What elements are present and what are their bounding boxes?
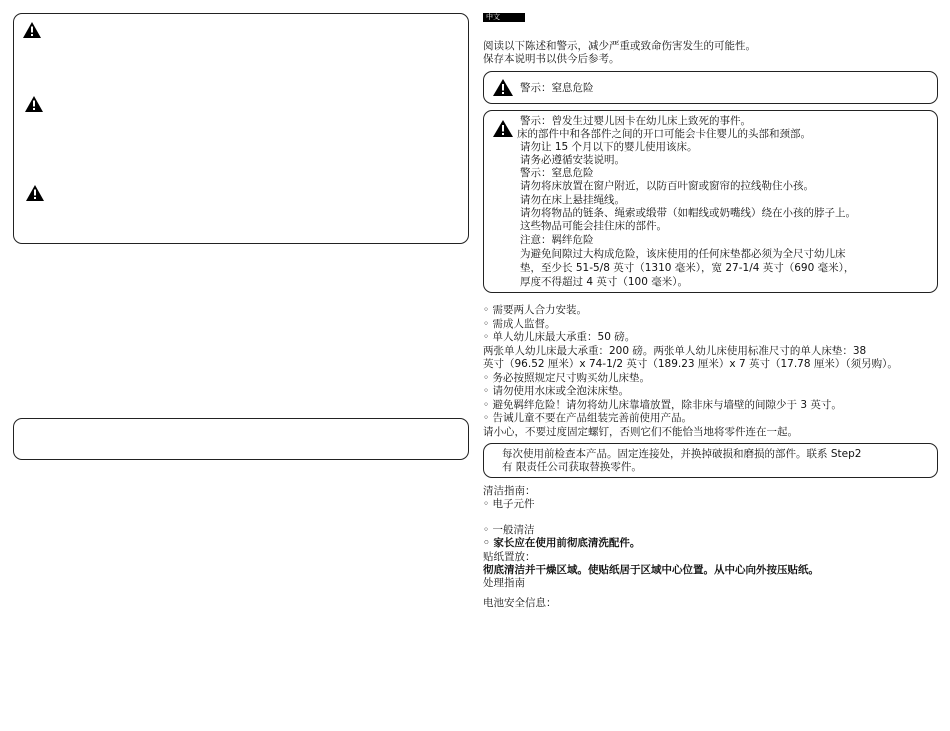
warning-line: 这些物品可能会挂住床的部件。 [520, 220, 667, 232]
inspection-line-2: 有 限责任公司获取替换零件。 [502, 461, 642, 473]
warning-triangle-icon [493, 120, 511, 136]
warning-line: 床的部件中和各部件之间的开口可能会卡住婴儿的头部和颈部。 [517, 128, 811, 140]
battery-safety-title: 电池安全信息： [483, 597, 557, 609]
inspection-line-1: 每次使用前检查本产品。固定连接处，并换掉破损和磨损的部件。联系 Step2 [502, 448, 862, 460]
note-line: ◦ 告诫儿童不要在产品组装完善前使用产品。 [483, 412, 693, 424]
cleaning-parents: ◦ 家长应在使用前彻底清洗配件。 [483, 537, 641, 549]
note-line: ◦ 避免羁绊危险！请勿将幼儿床靠墙放置，除非床与墙壁的间隙少于 3 英寸。 [483, 399, 842, 411]
note-line: 请小心，不要过度固定螺钉，否则它们不能恰当地将零件连在一起。 [483, 426, 798, 438]
note-line: ◦ 请勿使用水床或全泡沫床垫。 [483, 385, 630, 397]
warning-line: 为避免间隙过大构成危险，该床使用的任何床垫都必须为全尺寸幼儿床 [520, 248, 846, 260]
left-inspection-frame [13, 418, 469, 460]
warning-line: 请务必遵循安装说明。 [520, 154, 625, 166]
left-warning-frame [13, 13, 469, 244]
warning-line: 注意：羁绊危险 [520, 234, 594, 246]
note-line: ◦ 单人幼儿床最大承重：50 磅。 [483, 331, 636, 343]
disposal-title: 处理指南 [483, 577, 525, 589]
warning-triangle-icon [493, 79, 511, 95]
note-line: ◦ 需成人监督。 [483, 318, 556, 330]
warning-line: 请勿将床放置在窗户附近，以防百叶窗或窗帘的拉线勒住小孩。 [520, 180, 814, 192]
warning-line: 警示：曾发生过婴儿因卡在幼儿床上致死的事件。 [520, 115, 751, 127]
warning-line: 请勿让 15 个月以下的婴儿使用该床。 [520, 141, 698, 153]
suffocation-warning-box [483, 71, 938, 104]
warning-line: 请勿将物品的链条、绳索或缎带（如帽线或奶嘴线）绕在小孩的脖子上。 [520, 207, 856, 219]
warning-line: 请勿在床上悬挂绳线。 [520, 194, 625, 206]
intro-line-1: 阅读以下陈述和警示，减少严重或致命伤害发生的可能性。 [483, 40, 756, 52]
warning-line: 厚度不得超过 4 英寸（100 毫米）。 [520, 276, 688, 288]
warning-box-1-text: 警示：窒息危险 [520, 82, 594, 94]
note-line: ◦ 需要两人合力安装。 [483, 304, 588, 316]
intro-line-2: 保存本说明书以供今后参考。 [483, 53, 620, 65]
cleaning-general: ◦ 一般清洁 [483, 524, 535, 536]
note-line: 英寸（96.52 厘米）x 74-1/2 英寸（189.23 厘米）x 7 英寸（17.78 厘米）（须另购）。 [483, 358, 898, 370]
cleaning-electronics: ◦ 电子元件 [483, 498, 535, 510]
note-line: 两张单人幼儿床最大承重：200 磅。两张单人幼儿床使用标准尺寸的单人床垫：38 [483, 345, 867, 357]
warning-line: 警示：窒息危险 [520, 167, 594, 179]
sticker-title: 贴纸置放： [483, 551, 536, 563]
warning-triangle-icon [26, 185, 44, 201]
warning-line: 垫，至少长 51-5/8 英寸（1310 毫米），宽 27-1/4 英寸（690 毫米）， [520, 262, 855, 274]
inspection-box [483, 443, 938, 478]
language-tag: 中文 [483, 13, 525, 22]
cleaning-title: 清洁指南： [483, 485, 536, 497]
warning-triangle-icon [25, 96, 43, 112]
sticker-text: 彻底清洁并干燥区域。使贴纸居于区域中心位置。从中心向外按压贴纸。 [483, 564, 819, 576]
warning-triangle-icon [23, 22, 41, 38]
main-warning-box [483, 110, 938, 293]
note-line: ◦ 务必按照规定尺寸购买幼儿床垫。 [483, 372, 651, 384]
